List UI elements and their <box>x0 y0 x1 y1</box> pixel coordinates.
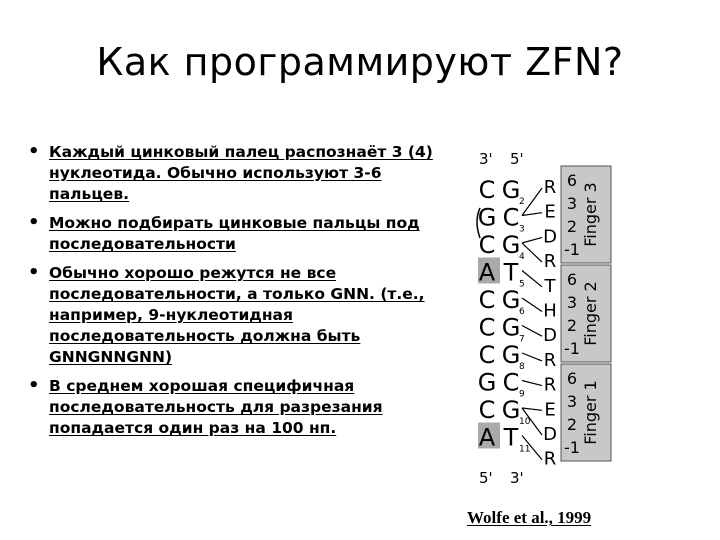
bullet-item <box>26 142 456 205</box>
base-subscript: 10 <box>519 417 531 427</box>
zinc-finger-dna-figure <box>474 146 614 491</box>
residue-letter: E <box>544 201 556 223</box>
contact-arrow <box>522 213 542 216</box>
residue-letter: T <box>544 275 556 297</box>
strand-end-label: 5' <box>479 469 493 487</box>
strand-end-label: 5' <box>510 150 524 168</box>
base-letter: G <box>501 313 521 342</box>
bullet-text: Можно подбирать цинковые пальцы под последовательности <box>49 214 420 253</box>
contact-arrow <box>522 243 542 262</box>
citation: Wolfe et al., 1999 <box>467 508 592 527</box>
position-number: -1 <box>564 438 580 457</box>
position-number: 3 <box>566 392 578 411</box>
finger-label: Finger 2 <box>581 281 600 346</box>
contact-arrow <box>522 326 542 337</box>
base-letter: G <box>501 341 521 369</box>
position-number: 2 <box>566 217 578 236</box>
finger-label: Finger 1 <box>581 380 600 445</box>
position-number: 3 <box>566 293 578 312</box>
base-letter: C <box>478 396 496 424</box>
strand-end-label: 3' <box>510 469 524 487</box>
base-letter: T <box>503 423 519 452</box>
base-subscript: 11 <box>519 444 531 455</box>
bullet-dot: • <box>28 141 40 162</box>
position-number: 6 <box>566 171 578 190</box>
bullet-text: Обычно хорошо режутся не все последовательности, а только GNN. (т.е., например, 9-нуклеотидная последовательность должна быть GNNGNNGNN) <box>49 264 425 366</box>
residue-letter: R <box>543 349 557 371</box>
contact-arrow <box>522 381 542 386</box>
bullet-dot: • <box>28 212 40 233</box>
base-subscript: 3 <box>519 224 525 235</box>
residue-letter: D <box>543 226 557 248</box>
residue-letter: R <box>543 177 557 198</box>
contact-arrow <box>522 271 542 287</box>
base-letter: C <box>478 341 496 369</box>
base-letter: C <box>502 368 520 397</box>
contact-arrow <box>522 237 542 243</box>
base-subscript: 6 <box>519 307 525 317</box>
base-letter: C <box>478 286 496 314</box>
base-subscript: 8 <box>519 362 525 372</box>
residue-letter: D <box>543 325 557 347</box>
slide-title: Как программируют ZFN? <box>96 40 624 84</box>
base-letter: G <box>477 203 497 232</box>
residue-letter: E <box>544 399 556 421</box>
finger-label: Finger 3 <box>581 182 600 247</box>
base-letter: G <box>477 368 497 397</box>
contact-arrow <box>522 298 542 312</box>
position-number: -1 <box>564 240 580 259</box>
bullet-list <box>26 142 456 447</box>
bullet-item <box>26 376 456 439</box>
base-letter: A <box>478 258 496 287</box>
residue-letter: R <box>543 251 557 273</box>
base-letter: C <box>478 176 496 204</box>
base-letter: G <box>501 176 521 204</box>
bullet-dot: • <box>28 262 40 283</box>
contact-arrow <box>522 408 542 410</box>
base-letter: G <box>501 396 521 424</box>
residue-letter: H <box>543 300 557 322</box>
base-letter: G <box>501 286 521 314</box>
base-letter: T <box>503 258 519 287</box>
base-letter: C <box>478 313 496 342</box>
base-letter: C <box>478 231 496 259</box>
bullet-dot: • <box>28 375 40 396</box>
strand-end-label: 3' <box>479 150 493 168</box>
base-letter: G <box>501 231 521 259</box>
residue-letter: D <box>543 424 557 445</box>
base-subscript: 7 <box>519 334 525 345</box>
contact-arrow <box>522 188 542 216</box>
position-number: 2 <box>566 415 578 434</box>
position-number: 6 <box>566 369 578 388</box>
base-subscript: 4 <box>519 252 525 262</box>
contact-arrow <box>522 353 542 361</box>
base-subscript: 5 <box>519 279 525 290</box>
position-number: 3 <box>566 194 578 213</box>
position-number: -1 <box>564 339 580 358</box>
residue-letter: R <box>543 448 557 470</box>
position-number: 2 <box>566 316 578 335</box>
bullet-item <box>26 213 456 255</box>
bullet-text: Каждый цинковый палец распознаёт 3 (4) нуклеотида. Обычно используют 3-6 пальцев. <box>49 143 433 203</box>
base-letter: A <box>478 423 496 452</box>
base-subscript: 9 <box>519 389 525 400</box>
bullet-text: В среднем хорошая специфичная последовательность для разрезания попадается один раз на 100 нп. <box>49 377 383 437</box>
base-subscript: 2 <box>519 197 525 207</box>
position-number: 6 <box>566 270 578 289</box>
residue-letter: R <box>543 374 557 396</box>
base-letter: C <box>502 203 520 232</box>
bullet-item <box>26 263 456 368</box>
